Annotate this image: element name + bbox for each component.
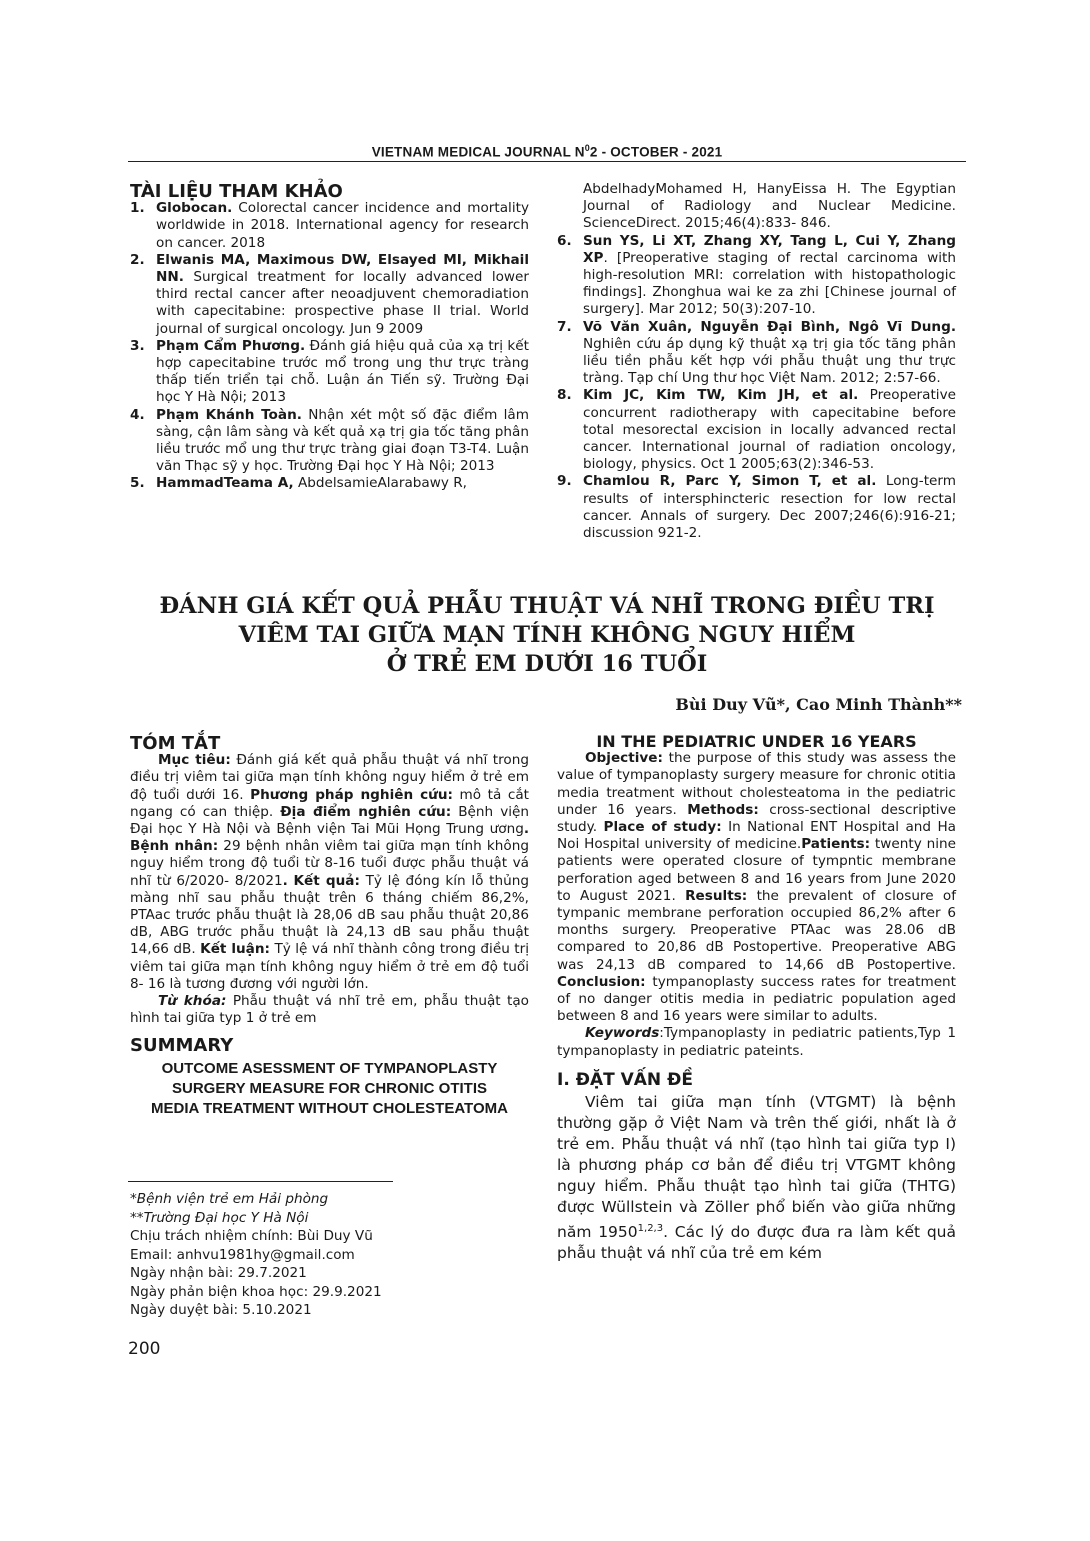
- summary-title-line: SURGERY MEASURE FOR CHRONIC OTITIS: [171, 1079, 488, 1097]
- text-objective: the purpose of this study was assess the value of tympanoplasty surgery measure for chronic otitia media treatment without cholesteatoma in the pediatric under 16 years.: [557, 750, 956, 818]
- reference-text: AbdelsamieAlarabawy R,: [293, 475, 468, 492]
- reference-text: Preoperative concurrent radiotherapy with capecitabine before total mesorectal excision in locally advanced rectal cancer. International journal of radiation oncology, biology, physics. Oct 1 2005;63(2):346-53.: [583, 387, 956, 473]
- reference-item: [130, 407, 529, 476]
- footnote-affiliation: **Trường Đại học Y Hà Nội: [130, 1209, 309, 1226]
- text-muc-tieu: Đánh giá kết quả phẫu thuật vá nhĩ trong điều trị viêm tai giữa mạn tính không nguy hiểm ở trẻ em độ tuổi dưới 16.: [130, 752, 529, 803]
- reference-item: [130, 252, 529, 338]
- reference-authors: Kim JC, Kim TW, Kim JH, et al.: [583, 387, 859, 404]
- label-methods: Methods:: [687, 801, 759, 818]
- reference-item: [130, 475, 529, 492]
- title-line: VIÊM TAI GIỮA MẠN TÍNH KHÔNG NGUY HIỂM: [238, 622, 856, 648]
- title-line: Ở TRẺ EM DƯỚI 16 TUỔI: [386, 651, 708, 677]
- citation-superscript: 1,2,3: [637, 1223, 664, 1235]
- references-left: [130, 183, 529, 493]
- footnote-affiliation: *Bệnh viện trẻ em Hải phòng: [130, 1191, 329, 1207]
- reference-number: 9.: [557, 473, 572, 490]
- label-ket-luan: Kết luận:: [200, 941, 270, 958]
- reference-text: Nghiên cứu áp dụng kỹ thuật xạ trị gia tốc tăng phân liều tiền phẫu kết hợp với phẫu thuật ung thư trực tràng. Tạp chí Ung thư học Việt Nam. 2012; 2:57-66.: [583, 335, 956, 387]
- footnote-rule: [128, 1181, 393, 1182]
- text-conclusion: tympanoplasty success rates for treatment of no danger otitis media in pediatric population aged between 8 and 16 years were similar to adults.: [557, 973, 956, 1025]
- text-patients: twenty nine patients were operated closure of tympntic membrane perforation aged between 8 and 16 years from June 2020 to August 2021.: [557, 836, 956, 904]
- text-ket-qua: Tỷ lệ đóng kín lỗ thủng màng nhĩ sau phẫu thuật trên 6 tháng chiếm 86,2%, PTAac trước phẫu thuật là 28,06 dB sau phẫu thuật 20,86 dB, ABG trước phẫu thuật là 24,13 dB sau phẫu thuật 14,66 dB.: [130, 872, 529, 958]
- reference-authors: Globocan.: [156, 200, 233, 217]
- footnote-accepted: Ngày duyệt bài: 5.10.2021: [130, 1302, 312, 1318]
- label-muc-tieu: Mục tiêu:: [158, 752, 231, 769]
- reference-item: [130, 200, 529, 252]
- intro-heading: I. ĐẶT VẤN ĐỀ: [557, 1069, 693, 1090]
- header-rule: [128, 161, 966, 162]
- summary-heading: SUMMARY: [130, 1035, 234, 1057]
- text-ket-luan: Tỷ lệ vá nhĩ thành công trong điều trị viêm tai giữa mạn tính không nguy hiểm ở trẻ em độ tuổi 8- 16 là tương đương với người lớn.: [130, 941, 529, 992]
- label-patients: Patients:: [801, 836, 871, 853]
- text-ppnc: mô tả cắt ngang có can thiệp.: [130, 786, 529, 820]
- summary-keywords: [557, 1025, 956, 1059]
- intro-text: . Các lý do được đưa ra làm kết quả phẫu thuật vá nhĩ của trẻ em kém: [557, 1223, 956, 1263]
- text-results: the prevalent of closure of tympanic membrane perforation occupied 86,2% after 6 months surgery. Preoperative PTAac was 28.06 dB compared to 20,86 dB Postopertive. Preoperative ABG was 24,13 dB compared to 14,66 dB Postopertive.: [557, 887, 957, 973]
- summary-body: [557, 750, 956, 1025]
- reference-item: [130, 338, 529, 407]
- journal-name: VIETNAM MEDICAL JOURNAL N: [371, 144, 585, 160]
- reference-item-continued: [557, 181, 956, 233]
- text-ddnc: Bệnh viện Đại học Y Hà Nội và Bệnh viện Tai Mũi Họng Trung ương: [130, 803, 529, 838]
- reference-number: 2.: [130, 251, 145, 268]
- label-ddnc: Địa điểm nghiên cứu:: [280, 803, 452, 820]
- label-ppnc: Phương pháp nghiên cứu:: [250, 786, 453, 803]
- reference-text: Long-term results of intersphincteric resection for low rectal cancer. Annals of surgery. Dec 2007;246(6):916-21; discussion 921-2.: [583, 473, 956, 542]
- reference-text: . [Preoperative staging of rectal carcinoma with high-resolution MRI: correlation with histopathologic findings]. Zhonghua wai ke za zhi [Chinese journal of surgery]. Mar 2012; 50(3):207-10.: [583, 249, 956, 318]
- reference-number: 8.: [557, 387, 572, 404]
- reference-item: [557, 233, 956, 319]
- intro-paragraph: [557, 1092, 956, 1264]
- reference-text: Nhận xét một số đặc điểm lâm sàng, cận lâm sàng và kết quả xạ trị gia tốc tăng phân liều trước mổ ung thư trực tràng giai đoạn T3-T4. Luận văn Thạc sỹ y học. Trường Đại học Y Hà Nội; 2013: [156, 406, 529, 475]
- article-title: [128, 592, 966, 679]
- label-ket-qua: Kết quả:: [293, 872, 360, 889]
- reference-authors: Phạm Cẩm Phương.: [156, 337, 306, 354]
- reference-text: Colorectal cancer incidence and mortality worldwide in 2018. International agency for research on cancer. 2018: [156, 200, 529, 251]
- text-place: In National ENT Hospital and Ha Noi Hospital university of medicine.: [557, 819, 956, 853]
- reference-list-right: [557, 181, 956, 542]
- summary-title: [130, 1059, 529, 1119]
- reference-item: [557, 319, 956, 388]
- reference-number: 1.: [130, 200, 145, 217]
- footnotes: [130, 1190, 529, 1320]
- running-header: [128, 143, 966, 160]
- label-results: Results:: [685, 887, 748, 904]
- reference-authors: Elwanis MA, Maximous DW, Elsayed MI, Mikhail NN.: [156, 251, 529, 286]
- title-line: ĐÁNH GIÁ KẾT QUẢ PHẪU THUẬT VÁ NHĨ TRONG ĐIỀU TRỊ: [159, 593, 935, 619]
- label-conclusion: Conclusion:: [557, 973, 646, 990]
- footnote-corresponding: Chịu trách nhiệm chính: Bùi Duy Vũ: [130, 1228, 373, 1244]
- journal-number-sup: 0: [584, 143, 590, 153]
- reference-authors: Chamlou R, Parc Y, Simon T, et al.: [583, 473, 877, 490]
- references-right: [557, 181, 956, 542]
- reference-authors: Sun YS, Li XT, Zhang XY, Tang L, Cui Y, Zhang XP: [583, 232, 956, 266]
- reference-text: Đánh giá hiệu quả của xạ trị kết hợp capecitabine trước mổ trong ung thư trực tràng thấp tiến triển tại chỗ. Luận án Tiến sỹ. Trường Đại học Y Hà Nội; 2013: [156, 337, 529, 406]
- reference-item: [557, 387, 956, 473]
- tomtat-body: [130, 752, 529, 993]
- references-heading: TÀI LIỆU THAM KHẢO: [130, 181, 343, 202]
- reference-authors: Phạm Khánh Toàn.: [156, 406, 302, 423]
- label-objective: Objective:: [585, 750, 663, 767]
- reference-text: Surgical treatment for locally advanced lower third rectal cancer after neoadjuvent chemoradiation with capecitabine: prospective phase II trial. World journal of surgical oncology. Jun 9 2009: [156, 269, 529, 337]
- english-abstract-column: [557, 733, 956, 1264]
- reference-authors: Võ Văn Xuân, Nguyễn Đại Bình, Ngô Vĩ Dung.: [583, 318, 956, 335]
- reference-number: 5.: [130, 475, 145, 492]
- reference-number: 6.: [557, 232, 572, 249]
- text-keywords: :Tympanoplasty in pediatric patients,Typ 1 tympanoplasty in pediatric pateints.: [557, 1025, 956, 1059]
- abstract-column: [130, 735, 529, 1119]
- reference-number: 4.: [130, 406, 145, 423]
- summary-title-line: IN THE PEDIATRIC UNDER 16 YEARS: [596, 732, 917, 751]
- journal-issue: 2 - OCTOBER - 2021: [589, 144, 723, 160]
- summary-title-line: OUTCOME ASESSMENT OF TYMPANOPLASTY: [161, 1059, 498, 1077]
- text-benh-nhan: 29 bệnh nhân viêm tai giữa mạn tính không nguy hiểm trong độ tuổi từ 8-16 tuổi được phẫu thuật vá nhĩ từ 6/2020- 8/2021: [130, 838, 529, 889]
- reference-number: 3.: [130, 337, 145, 354]
- footnote-reviewed: Ngày phản biện khoa học: 29.9.2021: [130, 1283, 382, 1300]
- text-methods: cross-sectional descriptive study.: [557, 801, 956, 836]
- reference-text: AbdelhadyMohamed H, HanyEissa H. The Egyptian Journal of Radiology and Nuclear Medicine. ScienceDirect. 2015;46(4):833- 846.: [583, 181, 956, 232]
- reference-item: [557, 473, 956, 542]
- article-authors: Bùi Duy Vũ*, Cao Minh Thành**: [675, 695, 962, 714]
- reference-number: 7.: [557, 318, 572, 335]
- label-keywords: Keywords: [585, 1025, 660, 1042]
- tomtat-heading: TÓM TẮT: [130, 733, 221, 754]
- reference-list-left: [130, 200, 529, 492]
- reference-authors: HammadTeama A,: [156, 475, 294, 492]
- period: .: [282, 872, 288, 889]
- page-number: 200: [128, 1339, 161, 1359]
- label-place: Place of study:: [603, 819, 722, 836]
- tomtat-keywords: [130, 993, 529, 1027]
- text-tu-khoa: Phẫu thuật vá nhĩ trẻ em, phẫu thuật tạo hình tai giữa typ 1 ở trẻ em: [130, 993, 529, 1027]
- label-benh-nhan: . Bệnh nhân:: [130, 821, 529, 855]
- summary-title-line: MEDIA TREATMENT WITHOUT CHOLESTEATOMA: [151, 1099, 508, 1117]
- label-tu-khoa: Từ khóa:: [158, 993, 227, 1010]
- intro-text: Viêm tai giữa mạn tính (VTGMT) là bệnh thường gặp ở Việt Nam và trên thế giới, nhất là ở trẻ em. Phẫu thuật vá nhĩ (tạo hình tai giữa typ I) là phương pháp cơ bản để điều trị VTGMT không nguy hiểm. Phẫu thuật tạo hình tai giữa (THTG) được Wüllstein và Zöller phổ biến vào giữa những năm 1950: [557, 1093, 956, 1242]
- footnote-email: Email: anhvu1981hy@gmail.com: [130, 1246, 355, 1263]
- footnote-received: Ngày nhận bài: 29.7.2021: [130, 1265, 307, 1281]
